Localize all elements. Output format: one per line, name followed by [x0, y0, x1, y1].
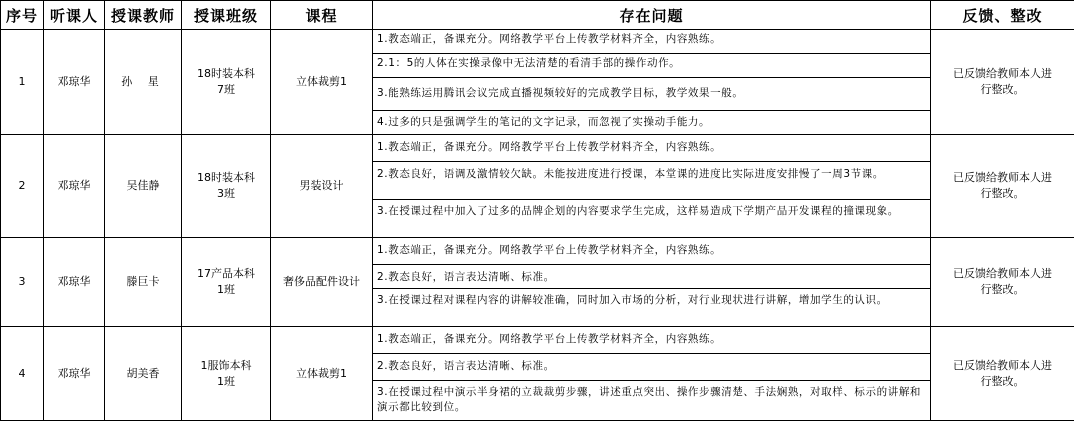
cell-feedback: 已反馈给教师本人进行整改。 — [931, 238, 1074, 327]
header-feedback: 反馈、整改 — [931, 1, 1074, 30]
table-row — [1, 327, 1074, 354]
cell-no: 1 — [1, 30, 44, 135]
cell-class: 18时装本科 3班 — [182, 135, 271, 238]
header-no: 序号 — [1, 1, 44, 30]
cell-class: 1服饰本科 1班 — [182, 327, 271, 421]
cell-issue: 4.过多的只是强调学生的笔记的文字记录，而忽视了实操动手能力。 — [373, 111, 931, 135]
cell-teacher: 孙 星 — [105, 30, 182, 135]
cell-observer: 邓琼华 — [44, 238, 105, 327]
cell-class: 17产品本科 1班 — [182, 238, 271, 327]
cell-feedback: 已反馈给教师本人进行整改。 — [931, 135, 1074, 238]
header-class: 授课班级 — [182, 1, 271, 30]
cell-teacher: 滕巨卡 — [105, 238, 182, 327]
cell-issue: 3.能熟练运用腾讯会议完成直播视频较好的完成教学目标，教学效果一般。 — [373, 78, 931, 111]
cell-observer: 邓琼华 — [44, 30, 105, 135]
header-observer: 听课人 — [44, 1, 105, 30]
header-teacher: 授课教师 — [105, 1, 182, 30]
cell-issue: 1.教态端正，备课充分。网络教学平台上传教学材料齐全，内容熟练。 — [373, 135, 931, 162]
cell-issue: 1.教态端正，备课充分。网络教学平台上传教学材料齐全，内容熟练。 — [373, 327, 931, 354]
header-issues: 存在问题 — [373, 1, 931, 30]
cell-issue: 2.1：5的人体在实操录像中无法清楚的看清手部的操作动作。 — [373, 54, 931, 78]
cell-feedback: 已反馈给教师本人进行整改。 — [931, 327, 1074, 421]
cell-issue: 2.教态良好，语言表达清晰、标准。 — [373, 265, 931, 289]
cell-issue: 3.在授课过程中演示半身裙的立裁裁剪步骤，讲述重点突出、操作步骤清楚、手法娴熟，对取样、标示的讲解和演示都比较到位。 — [373, 381, 931, 421]
cell-teacher: 胡美香 — [105, 327, 182, 421]
cell-issue: 1.教态端正，备课充分。网络教学平台上传教学材料齐全，内容熟练。 — [373, 238, 931, 265]
cell-course: 立体裁剪1 — [271, 30, 373, 135]
cell-issue: 3.在授课过程对课程内容的讲解较准确，同时加入市场的分析，对行业现状进行讲解，增加学生的认识。 — [373, 289, 931, 327]
cell-issue: 2.教态良好，语调及激情较欠缺。未能按进度进行授课，本堂课的进度比实际进度安排慢了一周3节课。 — [373, 162, 931, 200]
cell-no: 2 — [1, 135, 44, 238]
header-course: 课程 — [271, 1, 373, 30]
cell-issue: 1.教态端正，备课充分。网络教学平台上传教学材料齐全，内容熟练。 — [373, 30, 931, 54]
header-row — [1, 1, 1074, 30]
table-row — [1, 238, 1074, 265]
cell-observer: 邓琼华 — [44, 327, 105, 421]
cell-no: 3 — [1, 238, 44, 327]
cell-issue: 2.教态良好，语言表达清晰、标准。 — [373, 354, 931, 381]
cell-observer: 邓琼华 — [44, 135, 105, 238]
cell-course: 男装设计 — [271, 135, 373, 238]
table-row — [1, 135, 1074, 162]
cell-course: 立体裁剪1 — [271, 327, 373, 421]
cell-no: 4 — [1, 327, 44, 421]
cell-course: 奢侈品配件设计 — [271, 238, 373, 327]
cell-teacher: 吴佳静 — [105, 135, 182, 238]
table-row — [1, 30, 1074, 54]
cell-feedback: 已反馈给教师本人进行整改。 — [931, 30, 1074, 135]
cell-class: 18时装本科 7班 — [182, 30, 271, 135]
cell-issue: 3.在授课过程中加入了过多的品牌企划的内容要求学生完成，这样易造成下学期产品开发课程的撞课现象。 — [373, 200, 931, 238]
